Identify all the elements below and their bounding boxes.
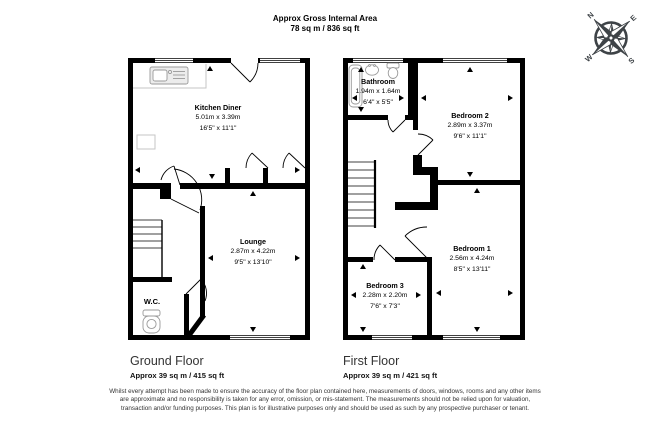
room-dim-imperial: 16'5" x 11'1"	[199, 124, 237, 132]
ground-windows	[155, 58, 300, 340]
compass-w: W	[583, 52, 595, 64]
room-label-bathroom	[356, 77, 401, 108]
first-doors	[374, 120, 433, 260]
bathroom-door-swing	[388, 120, 405, 132]
first-stairs	[348, 160, 375, 228]
room-name: Bathroom	[361, 77, 395, 86]
compass-s: S	[626, 55, 637, 66]
title-line2: 78 sq m / 836 sq ft	[290, 24, 360, 33]
room-label-wc: W.C.	[143, 297, 161, 306]
room-label-bedroom-3	[363, 281, 408, 312]
kitchen-sink-icon	[150, 67, 188, 84]
room-dim-metric: 2.56m x 4.24m	[449, 255, 495, 263]
room-name: Bedroom 3	[366, 281, 404, 290]
ground-floor-caption	[130, 354, 224, 380]
room-name: Bedroom 1	[453, 244, 491, 253]
lounge-door-swing	[171, 169, 202, 213]
room-dim-imperial: 7'6" x 7'3"	[370, 302, 400, 310]
room-dim-imperial: 9'5" x 13'10"	[234, 258, 272, 266]
room-dim-metric: 1.94m x 1.64m	[355, 88, 401, 96]
room-name: Lounge	[240, 237, 266, 246]
room-name: Kitchen Diner	[194, 103, 242, 112]
compass-icon	[578, 4, 644, 72]
room-dim-metric: 2.89m x 3.37m	[447, 122, 493, 130]
bedroom3-door-swing	[374, 245, 395, 260]
room-label-bedroom-1	[450, 244, 495, 275]
compass-n: N	[585, 10, 596, 21]
room-label-kitchen-diner	[195, 103, 242, 134]
cupboard-door-swing	[246, 153, 268, 168]
disclaimer-text: Whilst every attempt has been made to ensure the accuracy of the floor plan contained here, measurements of doors, windows, rooms and any other items are approximate and no responsibility is taken for any error, omission, or mis-statement. The measurements should not be relied upon for valuation, transaction and/or funding purposes. This plan is for illustrative purposes only and should be used as such by any prospective purchaser or tenant.	[109, 388, 541, 412]
room-label-lounge	[231, 237, 276, 268]
room-dim-metric: 2.28m x 2.20m	[362, 292, 408, 300]
first-floor-caption	[343, 354, 437, 380]
toilet-icon	[143, 310, 160, 333]
hall-chamfer-wall	[187, 315, 204, 338]
basin-icon	[366, 65, 379, 76]
page-title	[0, 14, 650, 34]
room-dim-metric: 2.87m x 4.22m	[230, 248, 276, 256]
room-dim-imperial: 8'5" x 13'11"	[453, 265, 491, 273]
room-name: Bedroom 2	[451, 111, 489, 120]
kitchen-door-swing	[161, 166, 180, 185]
room-dim-metric: 5.01m x 3.39m	[195, 114, 241, 122]
floor-name: First Floor	[343, 354, 400, 368]
room-dim-imperial: 6'4" x 5'5"	[363, 98, 393, 106]
front-door-swing	[231, 63, 258, 82]
title-line1: Approx Gross Internal Area	[272, 14, 378, 23]
room-dim-imperial: 9'6" x 11'1"	[453, 132, 487, 140]
ground-stairs	[133, 220, 162, 277]
floor-area: Approx 39 sq m / 415 sq ft	[130, 371, 225, 380]
bedroom1-door-swing	[405, 227, 427, 258]
cupboard-door-swing	[283, 153, 305, 168]
room-label-bedroom-2	[448, 111, 493, 142]
floor-area: Approx 39 sq m / 421 sq ft	[343, 371, 438, 380]
bedroom2-door-swing	[418, 134, 433, 155]
compass-e: E	[628, 12, 639, 24]
floor-name: Ground Floor	[130, 354, 204, 368]
